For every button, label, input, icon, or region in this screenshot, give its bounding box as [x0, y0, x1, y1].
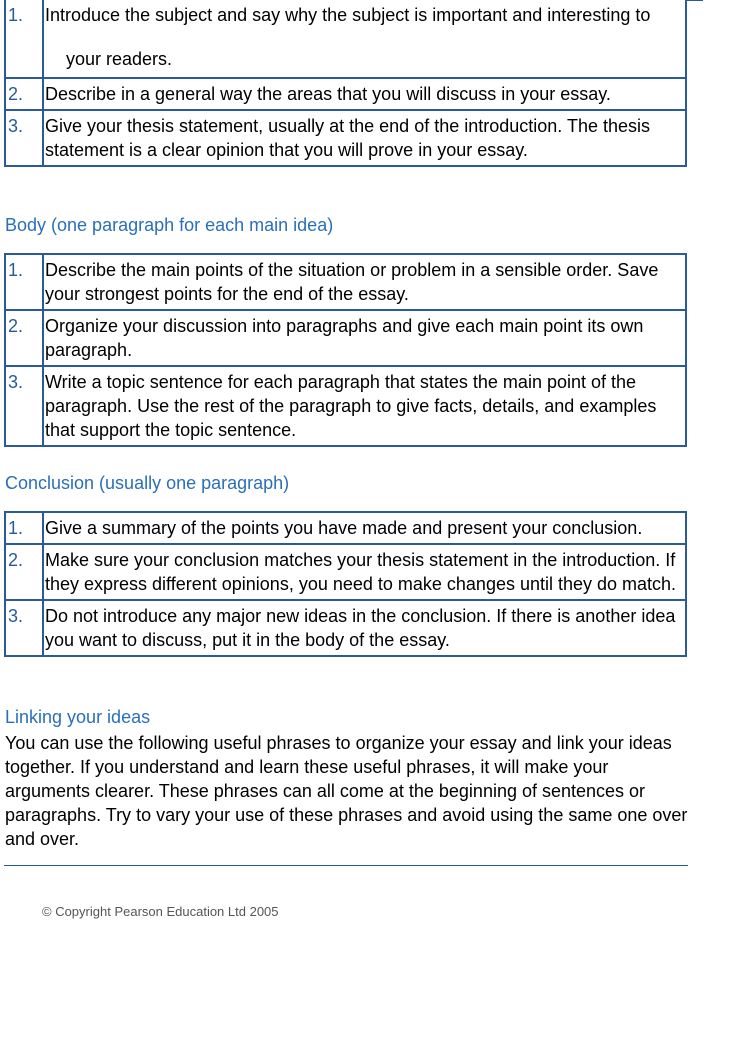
step-text: Give a summary of the points you have made and present your conclusion.: [43, 512, 686, 544]
step-text-main: Introduce the subject and say why the subject is important and interesting to: [45, 5, 651, 25]
step-text: Make sure your conclusion matches your thesis statement in the introduction. If they express different opinions, you need to make changes until they do match.: [43, 544, 686, 600]
step-text: Write a topic sentence for each paragraph that states the main point of the paragraph. Use the rest of the paragraph to give facts, details, and examples that support the topic sentence.: [43, 366, 686, 446]
step-text: Organize your discussion into paragraphs and give each main point its own paragraph.: [43, 310, 686, 366]
step-text: Describe the main points of the situation or problem in a sensible order. Save your strongest points for the end of the essay.: [43, 254, 686, 310]
top-rule: [686, 0, 703, 1]
step-number: 1.: [5, 512, 43, 544]
intro-step-row: [5, 0, 686, 78]
step-number: 1.: [5, 254, 43, 310]
footer-divider: [4, 865, 688, 866]
body-step-row: [5, 366, 686, 446]
section-heading-conclusion: Conclusion (usually one paragraph): [5, 473, 290, 493]
intro-step-row: [5, 110, 686, 166]
conclusion-step-row: [5, 512, 686, 544]
body-step-row: [5, 310, 686, 366]
conclusion-step-row: [5, 600, 686, 656]
step-number: 2.: [5, 544, 43, 600]
intro-steps-table: [4, 0, 687, 167]
step-number: 2.: [5, 78, 43, 110]
step-number: 3.: [5, 366, 43, 446]
step-text: Do not introduce any major new ideas in the conclusion. If there is another idea you want to discuss, put it in the body of the essay.: [43, 600, 686, 656]
linking-paragraph: You can use the following useful phrases to organize your essay and link your ideas together. If you understand and learn these useful phrases, it will make your arguments clearer. These phrases can all come at the beginning of sentences or paragraphs. Try to vary your use of these phrases and avoid using the same one over and over.: [5, 733, 688, 849]
step-text: Describe in a general way the areas that you will discuss in your essay.: [43, 78, 686, 110]
body-step-row: [5, 254, 686, 310]
body-steps-table: [4, 253, 687, 447]
intro-step-row: [5, 78, 686, 110]
conclusion-step-row: [5, 544, 686, 600]
section-heading-body: Body (one paragraph for each main idea): [5, 215, 334, 235]
step-text-continuation: your readers.: [66, 49, 173, 69]
conclusion-steps-table: [4, 511, 687, 657]
step-number: 3.: [5, 110, 43, 166]
step-number: 1.: [5, 0, 43, 78]
copyright-notice: © Copyright Pearson Education Ltd 2005: [42, 904, 279, 919]
step-number: 2.: [5, 310, 43, 366]
step-number: 3.: [5, 600, 43, 656]
step-text: Give your thesis statement, usually at the end of the introduction. The thesis statement is a clear opinion that you will prove in your essay.: [43, 110, 686, 166]
step-text: [43, 0, 686, 78]
section-heading-linking: Linking your ideas: [5, 707, 151, 727]
